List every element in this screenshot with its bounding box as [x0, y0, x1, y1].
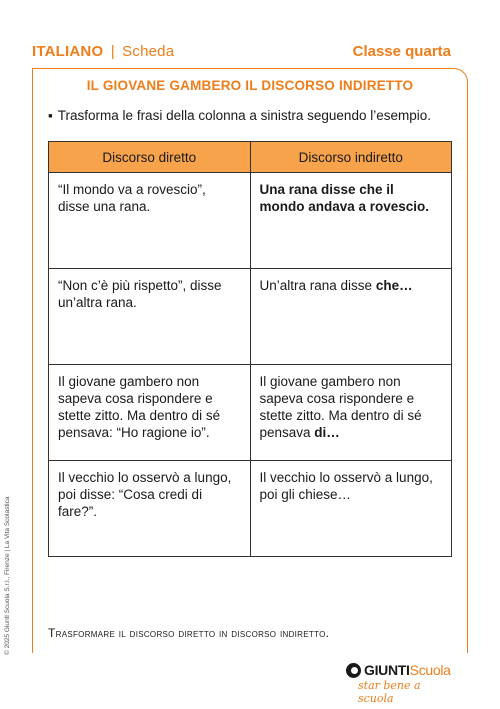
- indirect-prefix: Il giovane gambero non sapeva cosa rispondere e stette zitto. Ma dentro di sé pensava: [259, 374, 422, 440]
- logo-brand: [364, 662, 451, 678]
- frame-left-border: [32, 68, 33, 653]
- frame-top-border: [32, 68, 452, 69]
- grade-label: Classe quarta: [352, 43, 451, 60]
- indirect-prefix: Un’altra rana disse: [259, 278, 376, 293]
- indirect-cell[interactable]: [250, 173, 452, 269]
- logo-tagline: star bene a scuola: [358, 679, 421, 705]
- indirect-cell[interactable]: [250, 269, 452, 365]
- header-separator: |: [110, 43, 115, 60]
- table-row: [49, 461, 452, 557]
- instruction-text: Trasforma le frasi della colonna a sinistra seguendo l’esempio.: [57, 108, 431, 123]
- table-row: [49, 269, 452, 365]
- logo-brand-accent: Scuola: [409, 662, 451, 678]
- table-row: [49, 365, 452, 461]
- header-direct-speech: Discorso diretto: [49, 142, 251, 173]
- direct-cell: “Non c’è più rispetto”, disse un’altra rana.: [49, 269, 251, 365]
- indirect-prefix: Il vecchio lo osservò a lungo, poi gli chiese…: [259, 470, 433, 502]
- logo-brand-main: GIUNTI: [364, 662, 410, 678]
- footer-note: Trasformare il discorso diretto in discorso indiretto.: [48, 626, 330, 640]
- bullet-icon: ▪: [48, 108, 53, 123]
- doc-type-label: Scheda: [122, 43, 175, 60]
- direct-cell: Il vecchio lo osservò a lungo, poi disse: “Cosa credi di fare?”.: [49, 461, 251, 557]
- instruction: [48, 108, 431, 123]
- subject-label: ITALIANO: [32, 43, 104, 60]
- indirect-bold: che…: [375, 278, 413, 293]
- copyright-notice: © 2025 Giunti Scuola S.r.l., Firenze | La Vita Scolastica: [4, 496, 11, 655]
- header-subject: [32, 43, 174, 60]
- publisher-logo: [346, 662, 456, 705]
- giunti-logo-icon: [346, 663, 361, 678]
- worksheet-title: IL GIOVANE GAMBERO IL DISCORSO INDIRETTO: [86, 78, 414, 93]
- direct-cell: “Il mondo va a rovescio”, disse una rana.: [49, 173, 251, 269]
- table-row: [49, 173, 452, 269]
- indirect-cell[interactable]: [250, 461, 452, 557]
- exercise-table: [48, 141, 452, 557]
- indirect-bold: Una rana disse che il mondo andava a rovescio.: [259, 182, 430, 214]
- direct-cell: Il giovane gambero non sapeva cosa rispondere e stette zitto. Ma dentro di sé pensava: “Ho ragione io”.: [49, 365, 251, 461]
- header-indirect-speech: Discorso indiretto: [250, 142, 452, 173]
- indirect-bold: di…: [314, 425, 340, 440]
- indirect-cell[interactable]: [250, 365, 452, 461]
